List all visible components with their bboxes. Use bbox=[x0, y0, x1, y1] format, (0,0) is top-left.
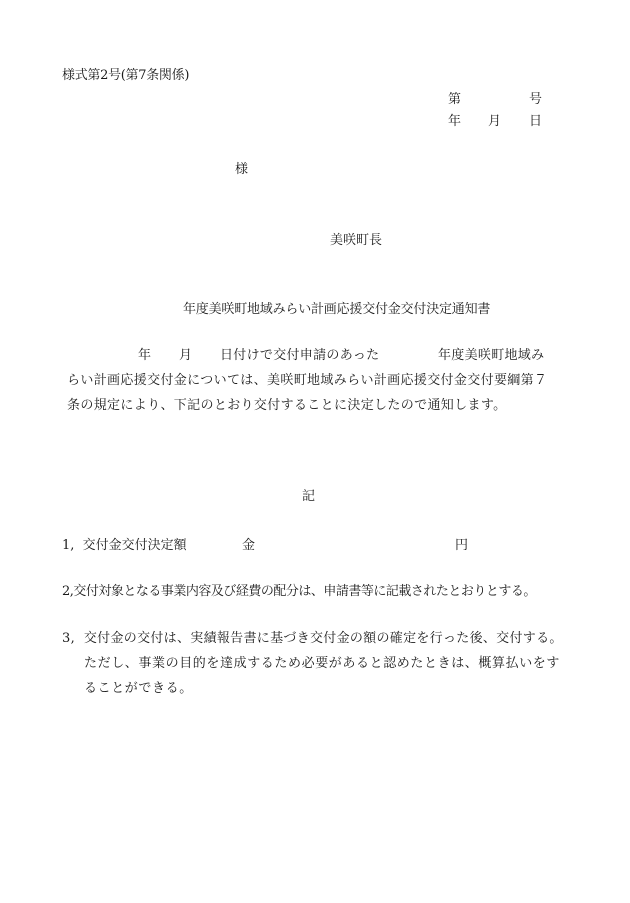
body-line-3: 条の規定により、下記のとおり交付することに決定したので通知します。 bbox=[67, 398, 507, 413]
form-number: 様式第2号(第7条関係) bbox=[62, 68, 190, 83]
item-3-line-1: 3, 交付金の交付は、実績報告書に基づき交付金の額の確定を行った後、交付する。 bbox=[62, 631, 563, 646]
body-month: 月 bbox=[179, 348, 193, 363]
doc-number-prefix: 第 bbox=[448, 92, 462, 107]
document-title: 年度美咲町地域みらい計画応援交付金交付決定通知書 bbox=[183, 302, 491, 317]
date-day: 日 bbox=[529, 114, 543, 129]
date-month: 月 bbox=[488, 114, 502, 129]
body-day-text: 日付けで交付申請のあった bbox=[220, 348, 380, 363]
item-1-label: 1, 交付金交付決定額 bbox=[62, 538, 187, 553]
body-line1-tail: 年度美咲町地域み bbox=[438, 348, 545, 363]
ki-heading: 記 bbox=[302, 489, 316, 504]
body-year: 年 bbox=[138, 348, 152, 363]
item-2: 2,交付対象となる事業内容及び経費の配分は、申請書等に記載されたとおりとする。 bbox=[62, 584, 536, 599]
body-line-2: らい計画応援交付金については、美咲町地域みらい計画応援交付金交付要綱第７ bbox=[67, 373, 548, 388]
addressee-suffix: 様 bbox=[235, 162, 249, 177]
issuer: 美咲町長 bbox=[330, 233, 383, 248]
doc-number-suffix: 号 bbox=[529, 92, 543, 107]
item-1-amount-suffix: 円 bbox=[455, 538, 469, 553]
item-1-amount-prefix: 金 bbox=[242, 538, 256, 553]
date-year: 年 bbox=[448, 114, 462, 129]
item-3-line-3: ることができる。 bbox=[84, 681, 193, 696]
item-3-line-2: ただし、事業の目的を達成するため必要があると認めたときは、概算払いをす bbox=[84, 656, 561, 671]
